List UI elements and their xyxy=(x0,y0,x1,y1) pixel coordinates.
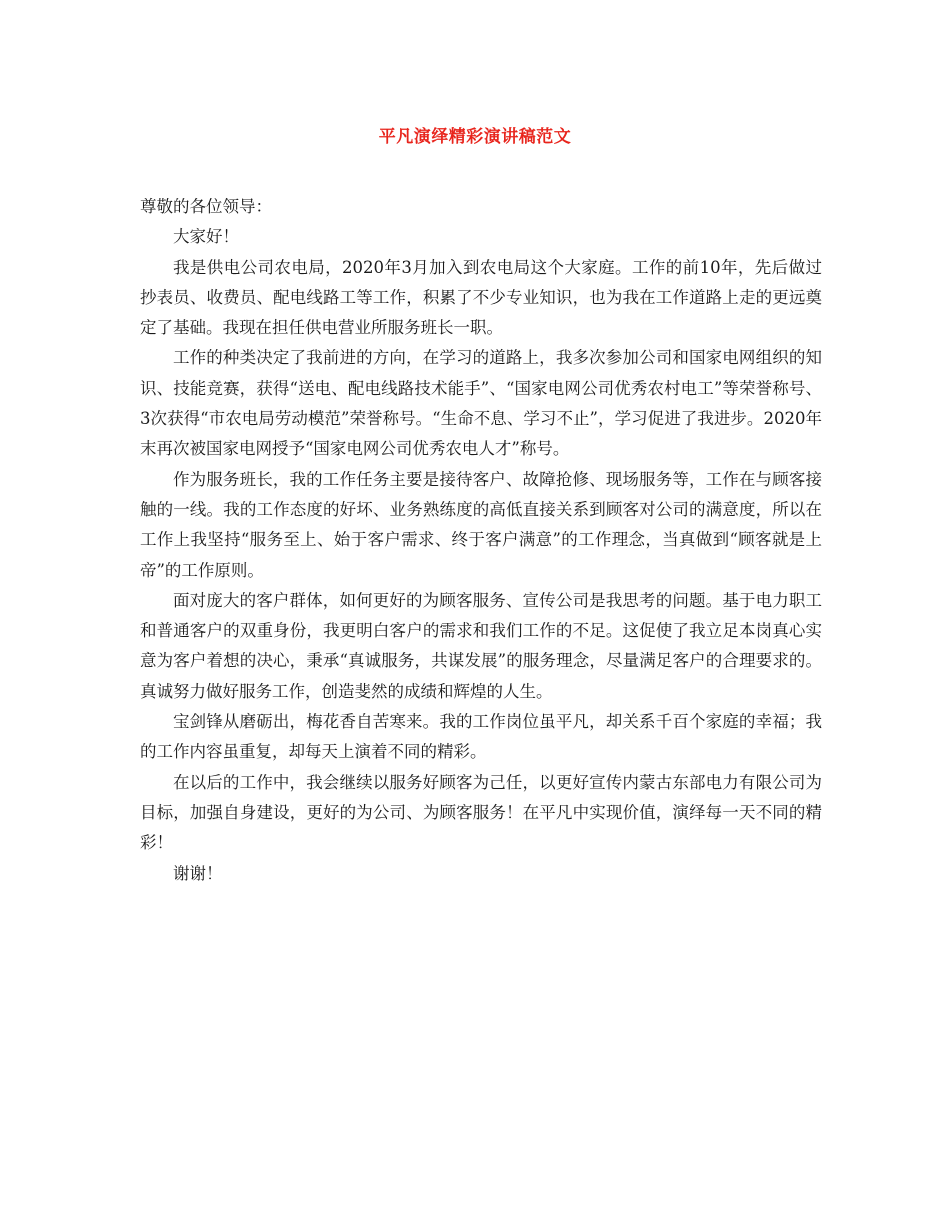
paragraph-achievements: 工作的种类决定了我前进的方向，在学习的道路上，我多次参加公司和国家电网组织的知识、技能竞赛，获得“送电、配电线路技术能手”、“国家电网公司优秀农村电工”等荣誉称号、3次获得“市农电局劳动模范”荣誉称号。“生命不息、学习不止”，学习促进了我进步。2020年末再次被国家电网授予“国家电网公司优秀农电人才”称号。 xyxy=(140,348,822,459)
paragraph-service-role: 作为服务班长，我的工作任务主要是接待客户、故障抢修、现场服务等，工作在与顾客接触的一线。我的工作态度的好坏、业务熟练度的高低直接关系到顾客对公司的满意度，所以在工作上我坚持“服务至上、始于客户需求、终于客户满意”的工作理念，当真做到“顾客就是上帝”的工作原则。 xyxy=(140,469,822,580)
paragraph-greeting: 大家好！ xyxy=(173,227,239,247)
paragraph-motto: 宝剑锋从磨砺出，梅花香自苦寒来。我的工作岗位虽平凡，却关系千百个家庭的幸福；我的工作内容虽重复，却每天上演着不同的精彩。 xyxy=(140,712,822,762)
paragraph-customer-focus: 面对庞大的客户群体，如何更好的为顾客服务、宣传公司是我思考的问题。基于电力职工和普通客户的双重身份，我更明白客户的需求和我们工作的不足。这促使了我立足本岗真心实意为客户着想的决心，秉承“真诚服务，共谋发展”的服务理念，尽量满足客户的合理要求的。真诚努力做好服务工作，创造斐然的成绩和辉煌的人生。 xyxy=(140,590,822,701)
paragraph-introduction: 我是供电公司农电局，2020年3月加入到农电局这个大家庭。工作的前10年，先后做过抄表员、收费员、配电线路工等工作，积累了不少专业知识，也为我在工作道路上走的更远奠定了基础。我现在担任供电营业所服务班长一职。 xyxy=(140,257,822,338)
paragraph-future: 在以后的工作中，我会继续以服务好顾客为己任，以更好宣传内蒙古东部电力有限公司为目标，加强自身建设，更好的为公司、为顾客服务！在平凡中实现价值，演绎每一天不同的精彩！ xyxy=(140,772,822,853)
document-title: 平凡演绎精彩演讲稿范文 xyxy=(378,127,572,147)
paragraph-thanks: 谢谢！ xyxy=(173,863,223,883)
document-body xyxy=(140,192,822,889)
salutation: 尊敬的各位领导： xyxy=(140,197,272,216)
